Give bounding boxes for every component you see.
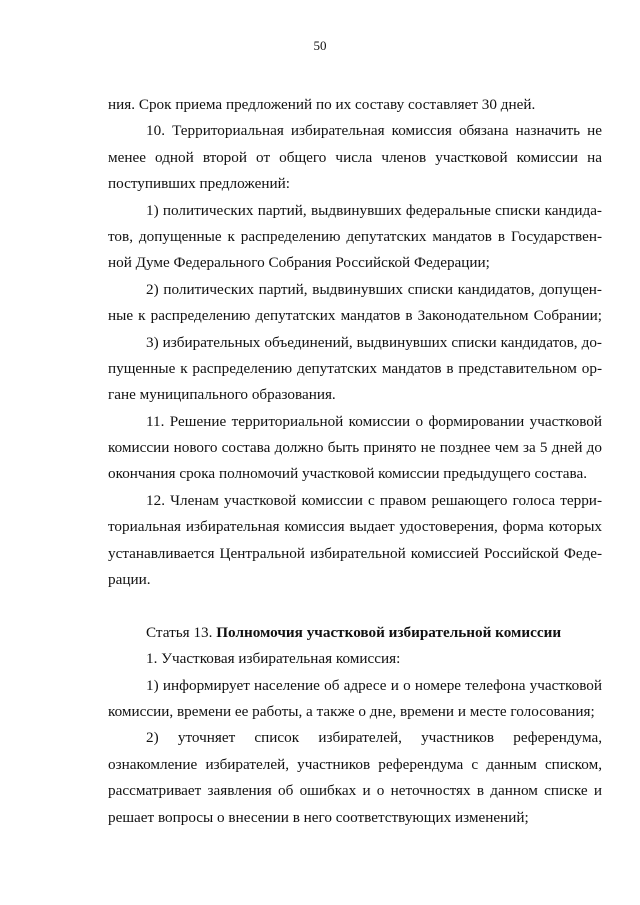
text-line: комиссии нового состава должно быть принято не позднее чем за 5 дней до	[108, 439, 602, 457]
article-title: Полномочия участковой избирательной комиссии	[216, 623, 562, 641]
text-line: устанавливается Центральной избирательной комиссией Российской Феде-	[108, 544, 602, 562]
article-heading	[108, 620, 602, 646]
text-line: окончания срока полномочий участковой комиссии предыдущего состава.	[108, 465, 588, 483]
text-line: решает вопросы о внесении в него соответствующих изменений;	[108, 808, 529, 826]
text-line: ториальная избирательная комиссия выдает удостоверения, форма которых	[108, 518, 602, 536]
page-body	[108, 92, 602, 831]
text-line: ной Думе Федерального Собрания Российской Федерации;	[108, 254, 490, 272]
text-line: ные к распределению депутатских мандатов в Законодательном Собрании;	[108, 307, 602, 325]
text-line: ознакомление избирателей, участников референдума с данным списком,	[108, 755, 602, 773]
paragraph-11-line: 11. Решение территориальной комиссии о формировании участковой	[146, 412, 602, 430]
list-item-1-line: 1) информирует население об адресе и о номере телефона участковой	[146, 676, 602, 694]
article-number: Статья 13.	[146, 623, 213, 641]
paragraph-10-line: 10. Территориальная избирательная комиссия обязана назначить не	[146, 122, 602, 140]
list-item-3-line: 3) избирательных объединений, выдвинувших списки кандидатов, до-	[146, 333, 602, 351]
text-line: тов, допущенные к распределению депутатских мандатов в Государствен-	[108, 227, 602, 245]
article-13-item-1: 1. Участковая избирательная комиссия:	[146, 650, 401, 668]
page-number: 50	[313, 38, 327, 53]
paragraph-12-line: 12. Членам участковой комиссии с правом решающего голоса терри-	[146, 491, 602, 509]
text-line: комиссии, времени ее работы, а также о дне, времени и месте голосования;	[108, 702, 595, 720]
list-item-1-line: 1) политических партий, выдвинувших федеральные списки кандида-	[146, 201, 602, 219]
text-line: поступивших предложений:	[108, 175, 290, 193]
list-item-2-line: 2) политических партий, выдвинувших списки кандидатов, допущен-	[146, 280, 602, 298]
text-line: менее одной второй от общего числа членов участковой комиссии на	[108, 148, 602, 166]
text-line: ния. Срок приема предложений по их составу составляет 30 дней.	[108, 96, 536, 113]
text-line: рассматривает заявления об ошибках и о неточностях в данном списке и	[108, 782, 602, 800]
text-line: рации.	[108, 571, 151, 589]
text-line: пущенные к распределению депутатских мандатов в представительном ор-	[108, 359, 602, 377]
list-item-2-line: 2) уточняет список избирателей, участников референдума,	[146, 729, 602, 747]
text-line: гане муниципального образования.	[108, 386, 336, 404]
blank-line	[108, 593, 602, 619]
